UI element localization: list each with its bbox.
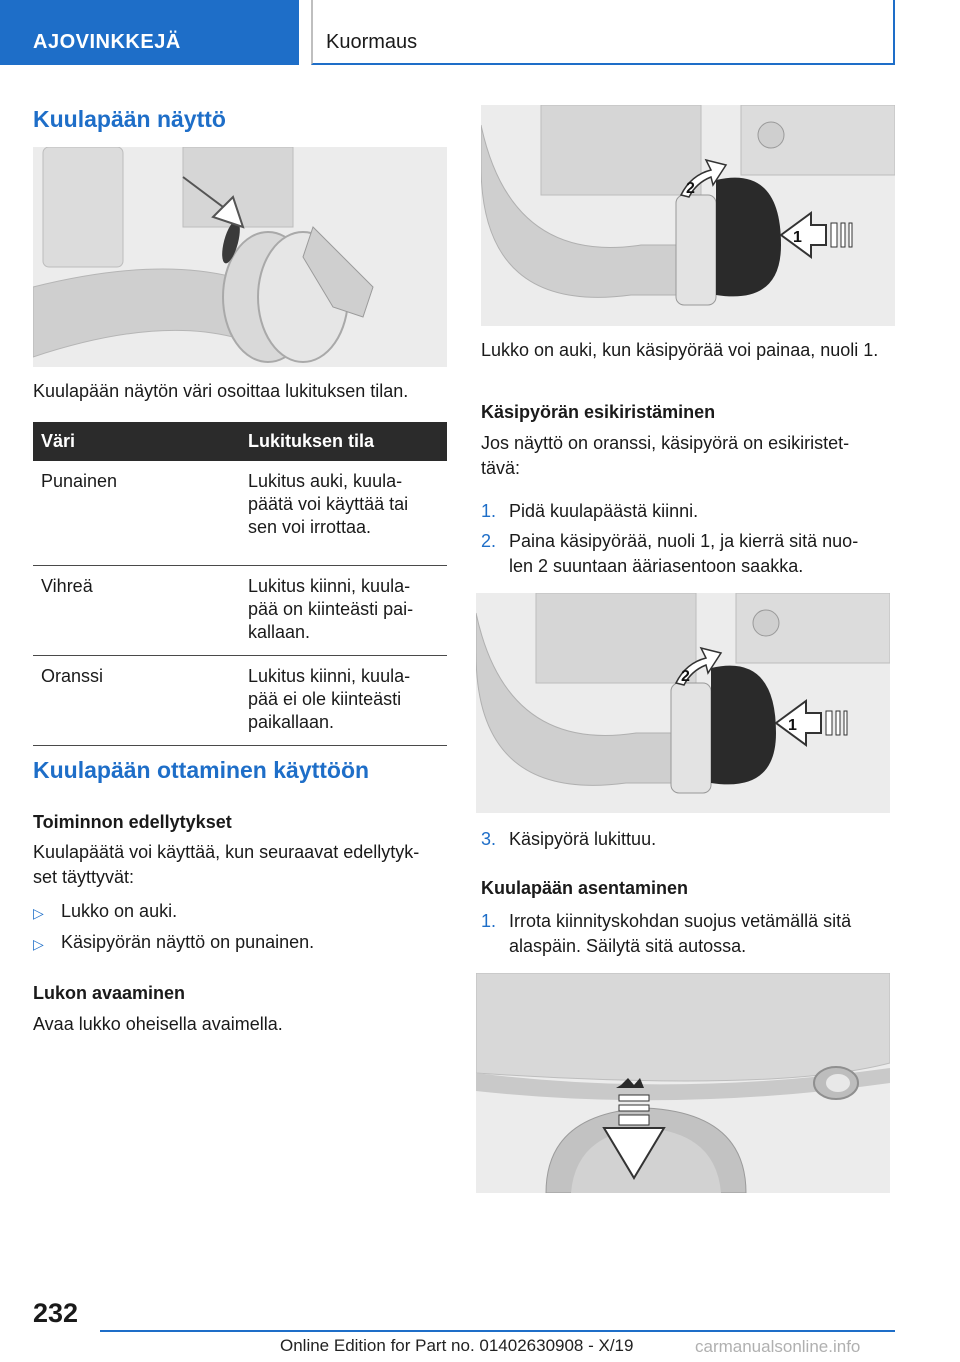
bullet-item bbox=[33, 930, 314, 957]
subheading-installing: Kuulapään asentaminen bbox=[481, 878, 689, 898]
table-cell-state: Lukitus kiinni, kuula- pää ei ole kiinteästi paikallaan. bbox=[248, 666, 411, 732]
table-row bbox=[33, 461, 447, 566]
illustration-handwheel-turn bbox=[476, 593, 890, 813]
label-arrow-1: 1 bbox=[793, 229, 802, 246]
label-arrow-2: 2 bbox=[686, 180, 695, 197]
table-header-lock-state: Lukituksen tila bbox=[248, 431, 375, 451]
list-item bbox=[481, 827, 656, 852]
table-header-row bbox=[33, 422, 447, 461]
step-text: Irrota kiinnityskohdan suojus vetämällä sitä alaspäin. Säilytä sitä autossa. bbox=[509, 911, 852, 956]
paragraph-prerequisites: Kuulapäätä voi käyttää, kun seuraavat edellytyk- set täyttyvät: bbox=[33, 842, 420, 887]
bullet-text: Lukko on auki. bbox=[61, 901, 178, 921]
footer-divider bbox=[100, 1330, 895, 1332]
illustration-ball-head-indicator bbox=[33, 147, 447, 367]
section-title-display: Kuulapään näyttö bbox=[33, 106, 226, 132]
illustration-handwheel-press bbox=[481, 105, 895, 326]
bullet-triangle-icon: ▷ bbox=[33, 905, 44, 921]
table-cell-color: Vihreä bbox=[41, 576, 93, 596]
label-arrow-2: 2 bbox=[681, 668, 690, 685]
paragraph-unlocking: Avaa lukko oheisella avaimella. bbox=[33, 1014, 283, 1034]
bullet-item bbox=[33, 899, 177, 926]
page-number: 232 bbox=[33, 1298, 79, 1328]
caption-ball-head-indicator: Kuulapään näytön väri osoittaa lukituksen tilan. bbox=[33, 381, 409, 401]
illustration-bumper-cover bbox=[476, 973, 890, 1193]
subheading-unlocking: Lukon avaaminen bbox=[33, 983, 186, 1003]
list-item bbox=[481, 909, 851, 959]
step-text: Pidä kuulapäästä kiinni. bbox=[509, 501, 699, 521]
bullet-triangle-icon: ▷ bbox=[33, 936, 44, 952]
table-row bbox=[33, 566, 447, 656]
bullet-text: Käsipyörän näyttö on punainen. bbox=[61, 932, 315, 952]
table-header-color: Väri bbox=[41, 431, 76, 451]
table-cell-state: Lukitus auki, kuula- päätä voi käyttää tai sen voi irrottaa. bbox=[248, 471, 409, 537]
figure-handwheel-turn bbox=[476, 593, 890, 813]
caption-handwheel-press: Lukko on auki, kun käsipyörää voi painaa, nuoli 1. bbox=[481, 340, 879, 360]
step-text: Käsipyörä lukittuu. bbox=[509, 829, 657, 849]
header-chapter-tab: Kuormaus bbox=[311, 0, 895, 65]
table-cell-color: Oranssi bbox=[41, 666, 104, 686]
figure-handwheel-press bbox=[481, 105, 895, 326]
step-number: 3. bbox=[481, 829, 497, 849]
table-cell-color: Punainen bbox=[41, 471, 118, 491]
figure-ball-head-indicator bbox=[33, 147, 447, 367]
list-item bbox=[481, 499, 698, 524]
step-number: 1. bbox=[481, 911, 497, 931]
section-title-activation: Kuulapään ottaminen käyttöön bbox=[33, 757, 370, 783]
step-text: Paina käsipyörää, nuoli 1, ja kierrä sitä nuo- len 2 suuntaan ääriasentoon saakka. bbox=[509, 531, 859, 576]
paragraph-pretension: Jos näyttö on oranssi, käsipyörä on esikiristet- tävä: bbox=[481, 433, 850, 478]
figure-bumper-cover bbox=[476, 973, 890, 1193]
subheading-prerequisites: Toiminnon edellytykset bbox=[33, 812, 232, 832]
table-row bbox=[33, 656, 447, 746]
step-number: 1. bbox=[481, 501, 497, 521]
header-section-tab: AJOVINKKEJÄ bbox=[0, 0, 299, 65]
watermark: carmanualsonline.info bbox=[695, 1337, 861, 1356]
footer-edition: Online Edition for Part no. 01402630908 - X/19 bbox=[280, 1336, 634, 1355]
table-cell-state: Lukitus kiinni, kuula- pää on kiinteästi pai- kallaan. bbox=[248, 576, 414, 642]
step-number: 2. bbox=[481, 531, 497, 551]
subheading-pretension: Käsipyörän esikiristäminen bbox=[481, 402, 716, 422]
lock-status-table bbox=[33, 422, 447, 746]
label-arrow-1: 1 bbox=[788, 717, 797, 734]
list-item bbox=[481, 529, 858, 579]
